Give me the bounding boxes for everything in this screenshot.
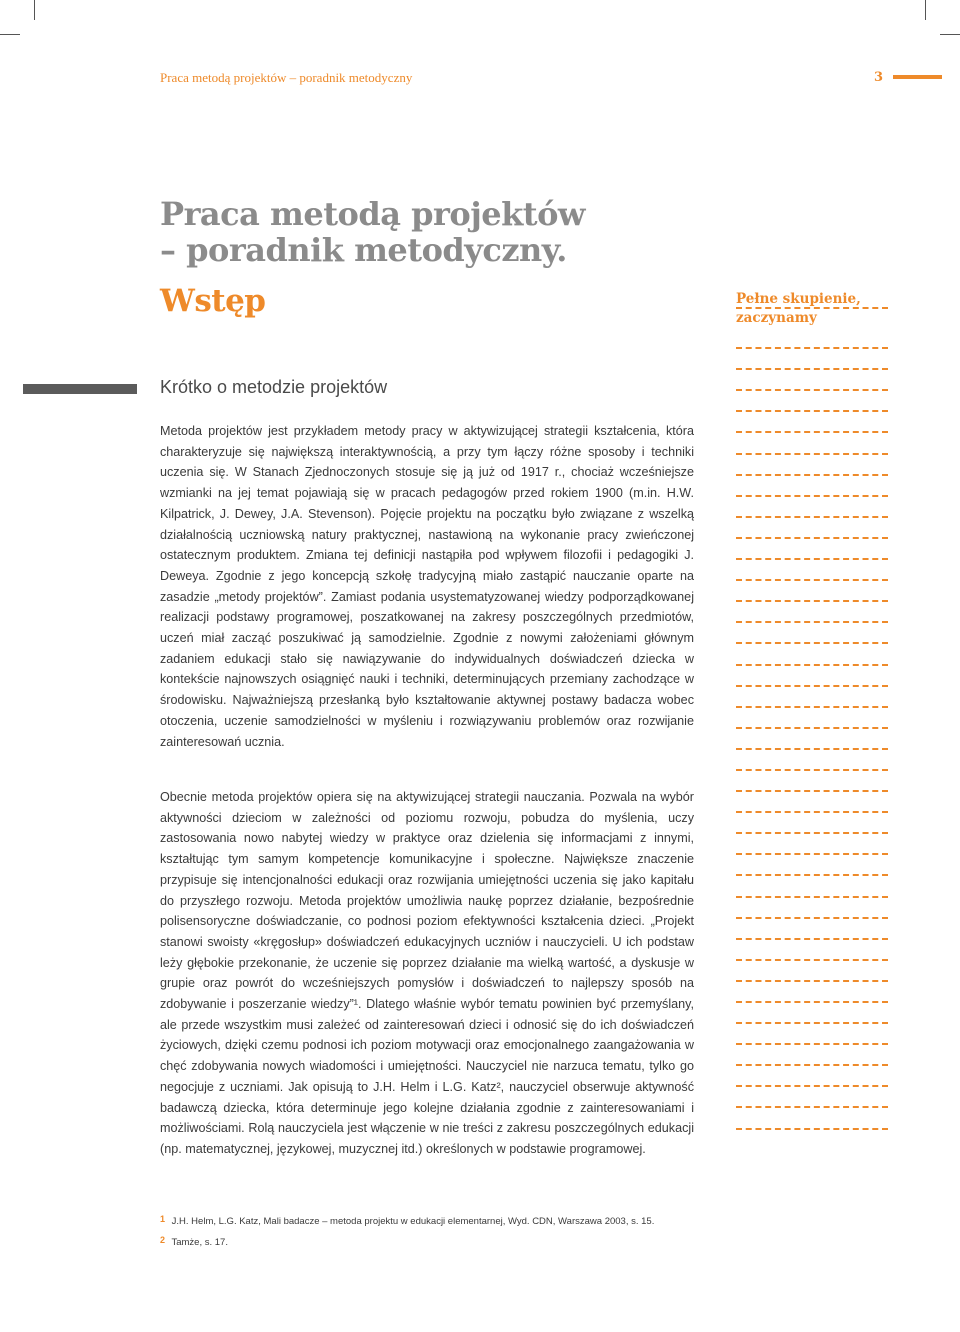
note-line <box>736 1087 888 1108</box>
footnotes <box>160 1214 654 1256</box>
paragraph-2: Obecnie metoda projektów opiera się na aktywizującej strategii nauczania. Pozwala na wybór aktywności dzieciom w zależności od poziomu rozwoju, pobudza do myślenia, uczy zastosowania nowo nabytej wiedzy w praktyce oraz dzielenia się informacjami z innymi, kształtując tym samym kompetencje komunikacyjne i społeczne. Największe znaczenie przypisuje się intencjonalności edukacji oraz rozwijania umiejętności uczenia się jako kapitału do przyszłego rozwoju. Metoda projektów umożliwia naukę poprzez działanie, bezpośrednie polisensoryczne doświadczanie, co podnosi poziom efektywności kształcenia dzieci. „Projekt stanowi swoisty «kręgosłup» doświadczeń edukacyjnych uczniów i nauczycieli. U ich podstaw leży głębokie przekonanie, że uczenie się poprzez działanie ma wielką wartość, a dyskusje w grupie oraz powrót do wcześniejszych pomysłów i doświadczeń to najlepszy sposób na zdobywanie i poszerzanie wiedzy”¹. Dlatego właśnie wybór tematu powinien być przemyślany, ale przede wszystkim musi zależeć od zainteresowań dzieci i odnosić się do ich doświadczeń życiowych, dzięki czemu podnosi ich poziom motywacji oraz emocjonalnego zaangażowania w chęć zdobywania nowych wiadomości i umiejętności. Nauczyciel nie narzuca tematu, tylko go negocjuje z uczniami. Jak opisują to J.H. Helm i L.G. Katz², nauczyciel obserwuje aktywność badawczą dziecka, która determinuje jego kolejne działania zgodnie z zainteresowaniami i możliwościami. Rolą nauczyciela jest włączenie w nie treści z zakresu poszczególnych edukacji (np. matematycznej, językowej, muzycznej itd.) określonych w podstawie programowej. <box>160 790 694 1156</box>
page-number: 3 <box>874 70 884 85</box>
crop-mark <box>34 0 35 20</box>
note-line <box>736 539 888 560</box>
note-line <box>736 433 888 454</box>
footnote-text: J.H. Helm, L.G. Katz, Mali badacze – metoda projektu w edukacji elementarnej, Wyd. CDN, Warszawa 2003, s. 15. <box>171 1216 655 1227</box>
note-line <box>736 370 888 391</box>
note-line <box>736 1024 888 1045</box>
note-line <box>736 455 888 476</box>
note-line <box>736 771 888 792</box>
note-line <box>736 919 888 940</box>
page-title <box>160 196 585 268</box>
note-line <box>736 792 888 813</box>
note-line <box>736 560 888 581</box>
note-line <box>736 349 888 370</box>
footnote-1 <box>160 1214 654 1227</box>
note-line <box>736 666 888 687</box>
title-line-1: Praca metodą projektów <box>160 195 585 233</box>
crop-mark <box>0 34 20 35</box>
note-line <box>736 307 888 309</box>
footnote-number: 2 <box>160 1235 166 1245</box>
crop-mark <box>925 0 926 20</box>
note-line <box>736 328 888 349</box>
note-line <box>736 391 888 412</box>
note-line <box>736 729 888 750</box>
note-line <box>736 687 888 708</box>
subheading: Krótko o metodzie projektów <box>160 377 388 397</box>
note-line <box>736 476 888 497</box>
note-line <box>736 813 888 834</box>
footnote-text: Tamże, s. 17. <box>171 1237 228 1248</box>
note-line <box>736 602 888 623</box>
note-line <box>736 876 888 897</box>
note-line <box>736 750 888 771</box>
note-line <box>736 961 888 982</box>
note-line <box>736 1066 888 1087</box>
note-line <box>736 644 888 665</box>
note-line <box>736 518 888 539</box>
note-line <box>736 412 888 433</box>
note-line <box>736 708 888 729</box>
note-line <box>736 982 888 1003</box>
footnote-number: 1 <box>160 1214 166 1224</box>
note-line <box>736 623 888 644</box>
note-line <box>736 855 888 876</box>
note-line <box>736 1045 888 1066</box>
note-line <box>736 1003 888 1024</box>
footnote-2 <box>160 1235 654 1248</box>
note-line <box>736 497 888 518</box>
page-number-bar <box>893 75 942 79</box>
paragraph-1: Metoda projektów jest przykładem metody pracy w aktywizującej strategii kształcenia, która charakteryzuje się największą interaktywnością, a przy tym łączy różne sposoby i techniki uczenia się. W Stanach Zjednoczonych stosuje się ją już od 1917 r., chociaż wcześniejsze wzmianki na jej temat pojawiają się w pracach pedagogów przed rokiem 1900 (m.in. H.W. Kilpatrick, J. Dewey, J.A. Stevenson). Pojęcie projektu na początku było związane z wszelką działalnością uczniowską natury praktycznej, nastawioną na wykonanie pracy zwieńczonej ostatecznym produktem. Zmiana tej definicji nastąpiła pod wpływem filozofii i pedagogiki J. Deweya. Zgodnie z jego koncepcją szkołę tradycyjną miało zastąpić nauczanie oparte na zasadzie „metody projektów”. Zamiast podania usystematyzowanej wiedzy podporządkowanej realizacji podstawy programowej, poszatkowanej na zakresy poszczególnych przedmiotów, uczeń miał zacząć poszukiwać ją samodzielnie. Zgodnie z nowymi założeniami głównym zadaniem edukacji stało się nawiązywanie do indywidualnych doświadczeń dziecka w kontekście najnowszych osiągnięć nauki i techniki, determinujących przemiany zachodzące w środowisku. Najważniejszą przesłanką było kształtowanie aktywnej postawy badacza wobec otoczenia, uczenie samodzielności w myśleniu i rozwiązywaniu problemów oraz rozwijanie zainteresowań ucznia. <box>160 424 694 749</box>
note-line <box>736 834 888 855</box>
running-header: Praca metodą projektów – poradnik metodyczny <box>160 70 413 85</box>
section-marker-bar <box>23 384 137 394</box>
section-title: Wstęp <box>160 283 266 319</box>
sidebar-note-lines <box>736 307 888 1130</box>
note-line <box>736 1108 888 1129</box>
sidebar-title-line-2: zaczynamy <box>736 310 817 326</box>
note-line <box>736 898 888 919</box>
title-line-2: – poradnik metodyczny. <box>160 231 567 269</box>
note-line <box>736 940 888 961</box>
sidebar-title-line-1: Pełne skupienie, <box>736 291 861 307</box>
note-line <box>736 581 888 602</box>
crop-mark <box>940 34 960 35</box>
